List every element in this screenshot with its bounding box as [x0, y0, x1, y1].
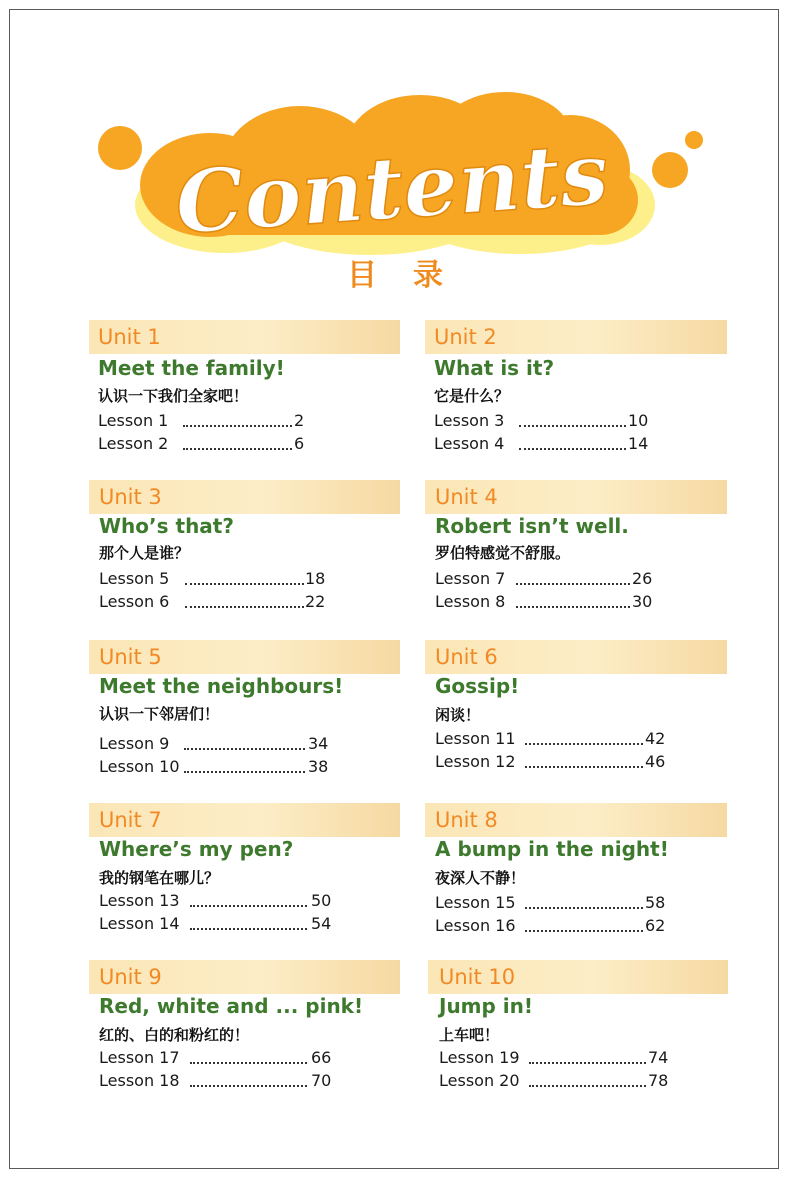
lesson-name: Lesson 2: [98, 434, 169, 453]
leader-dots: [519, 425, 626, 427]
leader-dots: [190, 928, 307, 930]
unit-title-cn: 它是什么？: [434, 387, 510, 405]
unit-title-cn: 夜深人不静！: [435, 869, 526, 887]
lesson-page-number: 66: [311, 1048, 332, 1067]
bubble-dot-right-large: [652, 152, 688, 188]
leader-dots: [190, 1062, 307, 1064]
unit-title-cn: 上车吧！: [439, 1026, 500, 1044]
unit-block: [89, 480, 400, 620]
lesson-page-number: 58: [645, 893, 666, 912]
unit-label: Unit 10: [439, 965, 516, 989]
lesson-row[interactable]: [98, 411, 400, 433]
unit-title-cn: 我的钢笔在哪儿？: [99, 869, 220, 887]
lesson-row[interactable]: [439, 1071, 728, 1093]
lesson-name: Lesson 8: [435, 592, 506, 611]
lesson-name: Lesson 5: [99, 569, 170, 588]
unit-block: [425, 803, 727, 943]
leader-dots: [525, 743, 643, 745]
unit-title-cn: 认识一下邻居们！: [99, 705, 220, 723]
lesson-row[interactable]: [435, 592, 727, 614]
contents-subtitle-cn: 目录: [347, 258, 479, 293]
lesson-page-number: 46: [645, 752, 666, 771]
lesson-row[interactable]: [99, 757, 400, 779]
lesson-name: Lesson 15: [435, 893, 516, 912]
lesson-row[interactable]: [435, 569, 727, 591]
lesson-page-number: 18: [305, 569, 326, 588]
leader-dots: [529, 1085, 646, 1087]
lesson-name: Lesson 3: [434, 411, 505, 430]
lesson-row[interactable]: [99, 569, 400, 591]
lesson-name: Lesson 14: [99, 914, 180, 933]
lesson-name: Lesson 20: [439, 1071, 520, 1090]
unit-title: Meet the family!: [98, 356, 285, 380]
lesson-page-number: 2: [294, 411, 305, 430]
leader-dots: [516, 606, 630, 608]
unit-title-cn: 罗伯特感觉不舒服。: [435, 544, 571, 562]
lesson-name: Lesson 13: [99, 891, 180, 910]
lesson-name: Lesson 17: [99, 1048, 180, 1067]
unit-title: Who’s that?: [99, 514, 234, 538]
lesson-name: Lesson 10: [99, 757, 180, 776]
lesson-name: Lesson 7: [435, 569, 506, 588]
leader-dots: [184, 771, 305, 773]
leader-dots: [184, 748, 305, 750]
unit-title-cn: 红的、白的和粉红的！: [99, 1026, 250, 1044]
lesson-row[interactable]: [435, 729, 727, 751]
lesson-name: Lesson 9: [99, 734, 170, 753]
lesson-row[interactable]: [435, 893, 727, 915]
lesson-page-number: 54: [311, 914, 332, 933]
lesson-row[interactable]: [98, 434, 400, 456]
leader-dots: [183, 425, 292, 427]
leader-dots: [185, 583, 304, 585]
lesson-row[interactable]: [99, 914, 400, 936]
lesson-name: Lesson 12: [435, 752, 516, 771]
lesson-row[interactable]: [99, 592, 400, 614]
lesson-row[interactable]: [99, 734, 400, 756]
unit-label: Unit 9: [99, 965, 162, 989]
unit-label: Unit 7: [99, 808, 162, 832]
leader-dots: [190, 905, 307, 907]
leader-dots: [525, 766, 643, 768]
lesson-name: Lesson 16: [435, 916, 516, 935]
unit-block: [425, 640, 727, 780]
lesson-row[interactable]: [439, 1048, 728, 1070]
lesson-row[interactable]: [99, 891, 400, 913]
lesson-row[interactable]: [435, 752, 727, 774]
leader-dots: [519, 448, 626, 450]
lesson-row[interactable]: [99, 1048, 400, 1070]
unit-title-cn: 认识一下我们全家吧！: [98, 387, 249, 405]
unit-label: Unit 6: [435, 645, 498, 669]
lesson-page-number: 70: [311, 1071, 332, 1090]
unit-block: [89, 320, 400, 460]
lesson-page-number: 74: [648, 1048, 669, 1067]
unit-label: Unit 8: [435, 808, 498, 832]
lesson-row[interactable]: [99, 1071, 400, 1093]
lesson-name: Lesson 11: [435, 729, 516, 748]
lesson-name: Lesson 1: [98, 411, 169, 430]
unit-title: Robert isn’t well.: [435, 514, 629, 538]
unit-title-cn: 那个人是谁？: [99, 544, 190, 562]
lesson-page-number: 14: [628, 434, 649, 453]
lesson-page-number: 22: [305, 592, 326, 611]
unit-label: Unit 5: [99, 645, 162, 669]
unit-block: [89, 960, 400, 1100]
leader-dots: [183, 448, 292, 450]
unit-title: Meet the neighbours!: [99, 674, 344, 698]
lesson-page-number: 38: [308, 757, 329, 776]
lesson-page-number: 78: [648, 1071, 669, 1090]
lesson-page-number: 50: [311, 891, 332, 910]
unit-title: Gossip!: [435, 674, 520, 698]
unit-title: Where’s my pen?: [99, 837, 294, 861]
unit-block: [425, 320, 727, 460]
unit-title: Red, white and ... pink!: [99, 994, 364, 1018]
leader-dots: [529, 1062, 646, 1064]
lesson-name: Lesson 18: [99, 1071, 180, 1090]
contents-title: Contents: [172, 123, 612, 254]
lesson-page-number: 34: [308, 734, 329, 753]
unit-title: What is it?: [434, 356, 555, 380]
unit-label: Unit 1: [98, 325, 161, 349]
unit-label: Unit 2: [434, 325, 497, 349]
leader-dots: [525, 930, 643, 932]
unit-title: A bump in the night!: [435, 837, 669, 861]
lesson-row[interactable]: [434, 434, 727, 456]
lesson-page-number: 42: [645, 729, 666, 748]
leader-dots: [525, 907, 643, 909]
unit-title: Jump in!: [439, 994, 534, 1018]
lesson-name: Lesson 6: [99, 592, 170, 611]
unit-block: [89, 640, 400, 780]
lesson-page-number: 6: [294, 434, 305, 453]
leader-dots: [190, 1085, 307, 1087]
unit-label: Unit 4: [435, 485, 498, 509]
lesson-row[interactable]: [435, 916, 727, 938]
lesson-page-number: 26: [632, 569, 653, 588]
unit-block: [428, 960, 728, 1100]
leader-dots: [516, 583, 630, 585]
unit-title-cn: 闲谈！: [435, 706, 481, 724]
lesson-name: Lesson 4: [434, 434, 505, 453]
bubble-dot-left: [98, 126, 142, 170]
leader-dots: [185, 606, 304, 608]
bubble-dot-right-small: [685, 131, 703, 149]
unit-block: [89, 803, 400, 943]
lesson-page-number: 10: [628, 411, 649, 430]
lesson-page-number: 62: [645, 916, 666, 935]
unit-block: [425, 480, 727, 620]
lesson-name: Lesson 19: [439, 1048, 520, 1067]
lesson-row[interactable]: [434, 411, 727, 433]
unit-label: Unit 3: [99, 485, 162, 509]
lesson-page-number: 30: [632, 592, 653, 611]
